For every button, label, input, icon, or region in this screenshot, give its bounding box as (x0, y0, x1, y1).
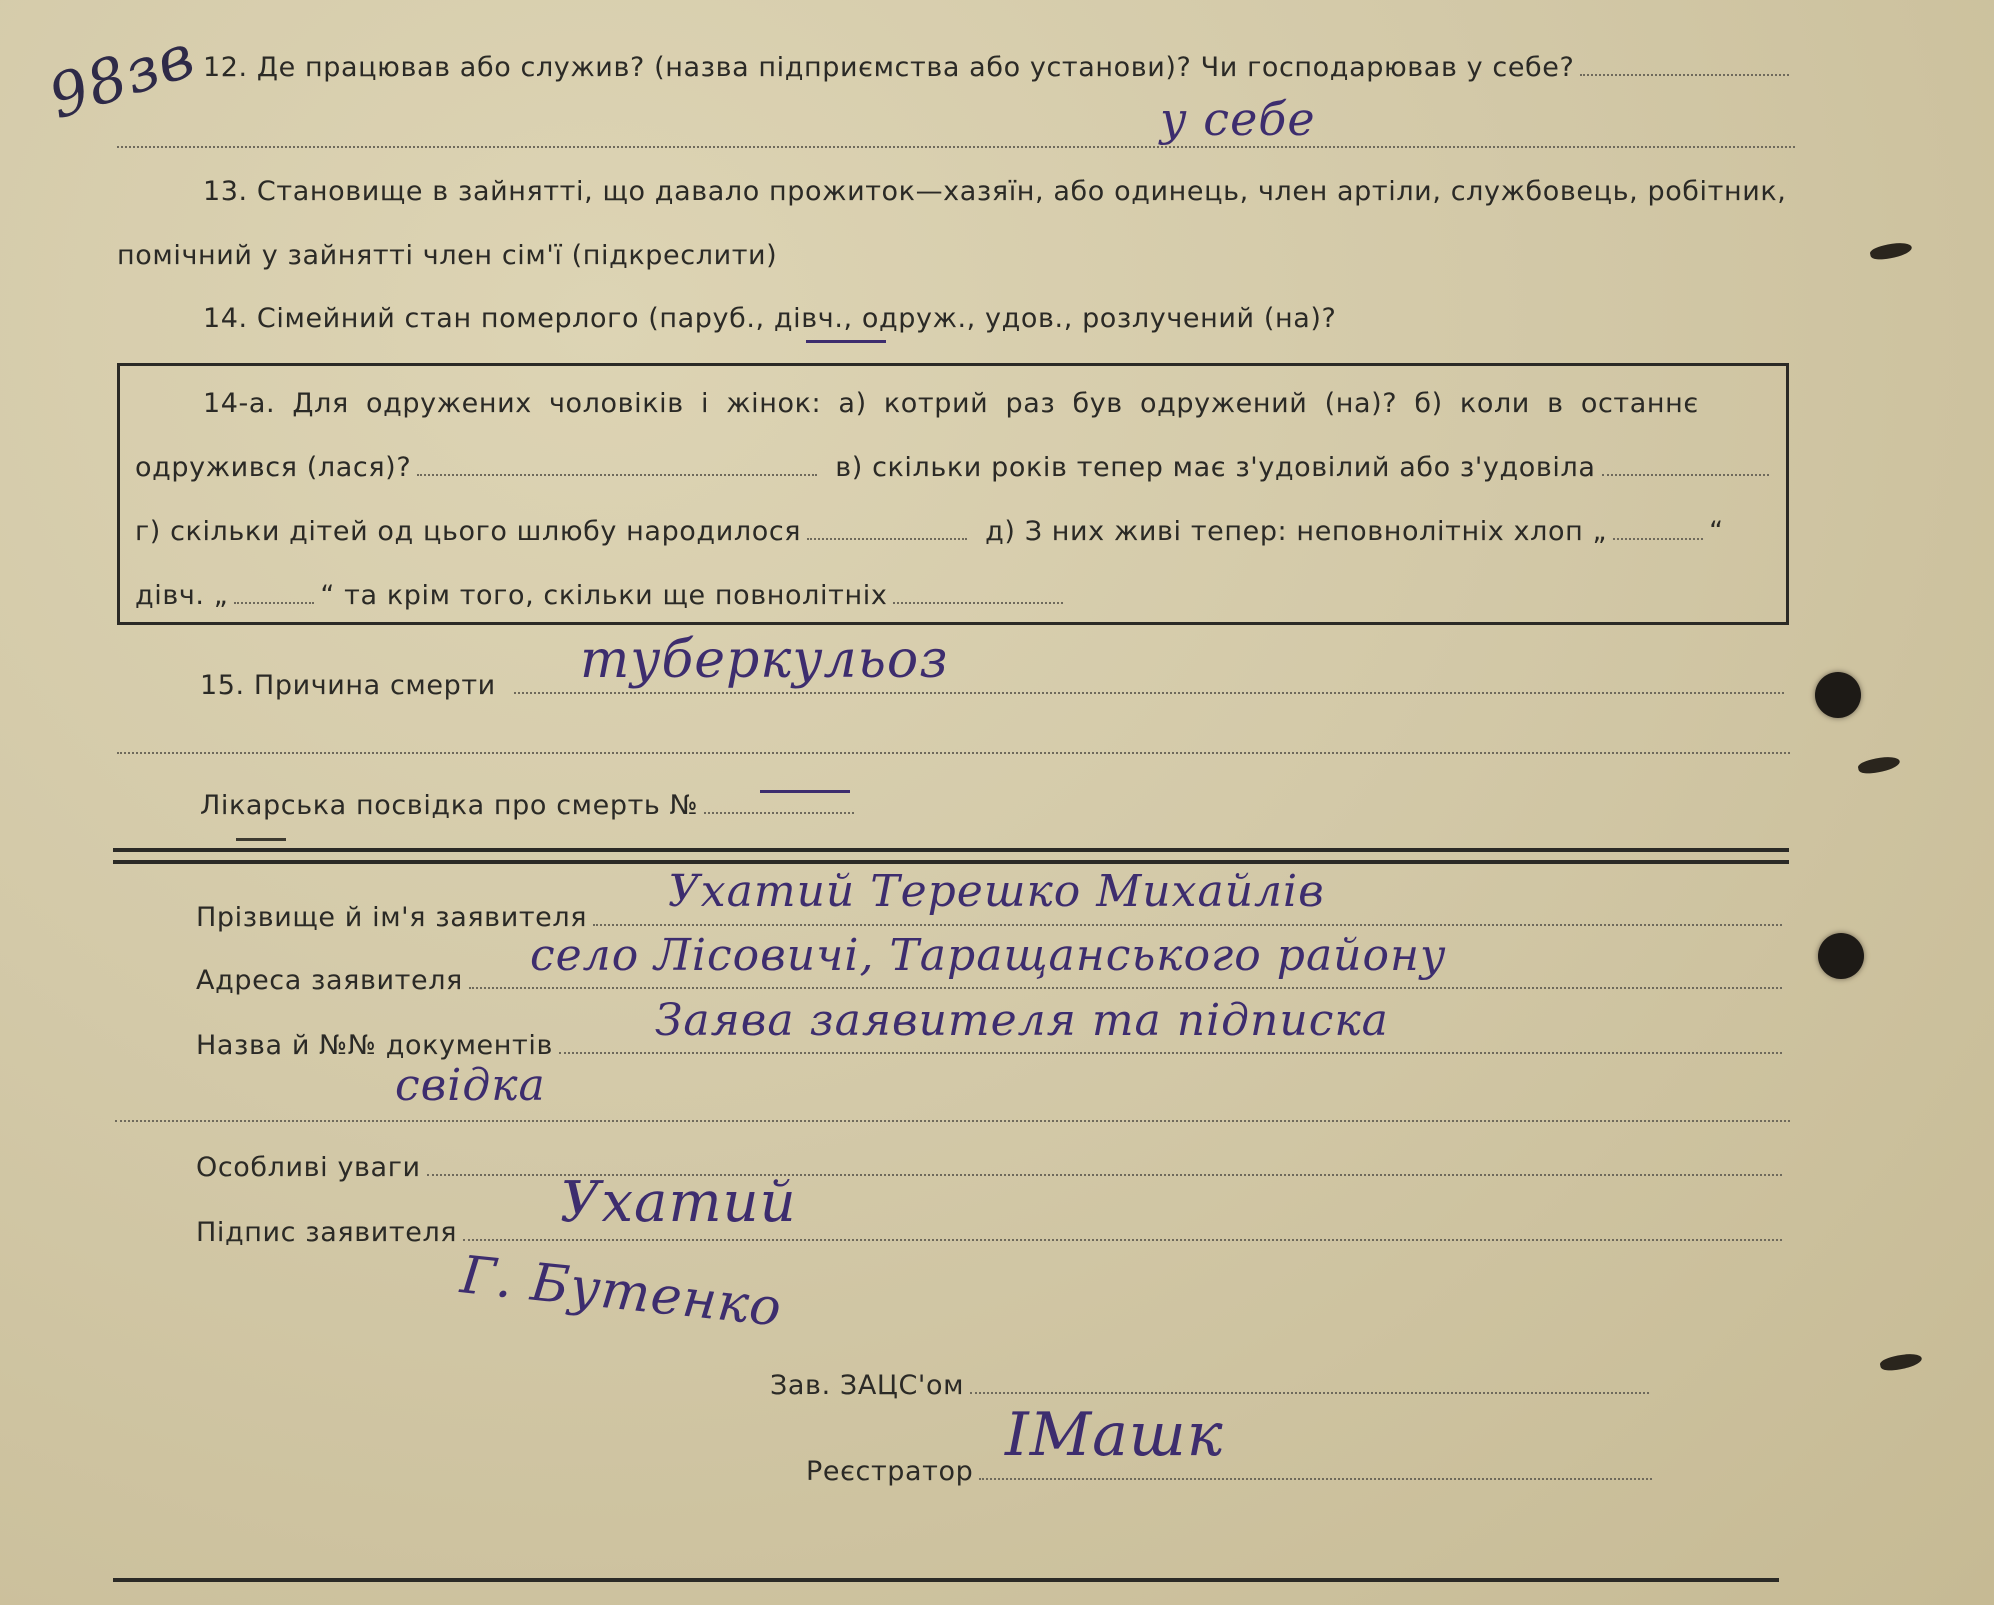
sign-label: Підпис заявителя (196, 1217, 458, 1248)
q14-label: 14. Сімейний стан померлого (паруб., дівч., одруж., удов., розлучений (на)? (203, 303, 1337, 334)
med-number-dots (704, 812, 854, 814)
q14a-row-1 (203, 388, 1775, 419)
q14a-line3a: г) скільки дітей од цього шлюбу народилося (135, 516, 802, 547)
applicant-name-label: Прізвище й ім'я заявителя (196, 902, 588, 933)
registrar-row (806, 1456, 1658, 1487)
q14-underline-divch (806, 340, 886, 343)
q14a-line4b: “ та крім того, скільки ще повнолітніх (320, 580, 888, 611)
zags-head-dots (970, 1392, 1649, 1394)
q15-row (200, 670, 1790, 701)
punch-hole-lower (1818, 933, 1864, 979)
punch-hole-upper (1815, 672, 1861, 718)
med-underline-mark (236, 838, 286, 841)
q14a-married-when-dots (417, 474, 817, 476)
applicant-address-dots (469, 987, 1782, 989)
q13-row-2 (117, 240, 777, 271)
archive-mark: 98зв (40, 20, 204, 134)
q13-line2: помічний у зайнятті член сім'ї (підкреслити) (117, 240, 778, 271)
q15-dots (514, 692, 1784, 694)
docs-dots (559, 1052, 1782, 1054)
q14a-girls-dots (234, 602, 314, 604)
q14a-line3c: “ (1709, 516, 1724, 547)
applicant-address-label: Адреса заявителя (196, 965, 463, 996)
q14-row (203, 303, 1336, 334)
q15-answer: туберкульоз (580, 630, 949, 690)
notes-label: Особливі уваги (196, 1152, 421, 1183)
registrar-label: Реєстратор (806, 1456, 974, 1487)
q14a-row-3 (135, 516, 1775, 547)
q14a-widowed-dots (1602, 474, 1770, 476)
med-number-dash (760, 790, 850, 793)
q14a-boys-dots (1613, 538, 1703, 540)
applicant-name-dots (593, 924, 1782, 926)
witness-signature: Г. Бутенко (457, 1245, 785, 1339)
q14a-line1: 14-а. Для одружених чоловіків і жінок: а) котрий раз був одружений (на)? б) коли в останнє (203, 388, 1699, 419)
q12-row (203, 52, 1795, 83)
section-divider-bottom (113, 860, 1789, 864)
q14a-row-2 (135, 452, 1775, 483)
applicant-address-value: село Лісовичі, Таращанського району (530, 930, 1447, 981)
docs-label: Назва й №№ документів (196, 1030, 553, 1061)
zags-head-label: Зав. ЗАЦС'ом (770, 1370, 965, 1401)
q14a-line2b: в) скільки років тепер має з'удовілий або з'удовіла (835, 452, 1596, 483)
q12-label: 12. Де працював або служив? (назва підприємства або установи)? Чи господарював у себе? (203, 52, 1575, 83)
edge-tear-2 (1857, 754, 1901, 776)
q13-line1: 13. Становище в зайнятті, що давало прожиток—хазяїн, або одинець, член артіли, службовець, робітник, (203, 176, 1787, 207)
section-divider-top (113, 848, 1789, 852)
q14a-line2a: одружився (лася)? (135, 452, 412, 483)
zags-head-row (770, 1370, 1655, 1401)
applicant-name-value: Ухатий Терешко Михайлів (668, 866, 1325, 917)
sign-dots (463, 1239, 1782, 1241)
q14a-row-4 (135, 580, 1069, 611)
q15-label: 15. Причина смерти (200, 670, 496, 701)
docs-value: Заява заявителя та підписка (655, 995, 1389, 1046)
sign-row (196, 1217, 1788, 1248)
q14a-adults-dots (893, 602, 1063, 604)
edge-tear-1 (1869, 240, 1913, 262)
registrar-dots (979, 1478, 1652, 1480)
med-row (200, 790, 860, 821)
q14a-line3b: д) З них живі тепер: неповнолітніх хлоп „ (985, 516, 1608, 547)
registrar-signature: ІМашк (1005, 1400, 1224, 1470)
q12-dots (1580, 74, 1789, 76)
applicant-signature: Ухатий (560, 1170, 797, 1235)
med-label: Лікарська посвідка про смерть № (200, 790, 699, 821)
q12-answer-line (117, 146, 1795, 148)
bottom-rule (113, 1578, 1779, 1582)
edge-tear-3 (1879, 1351, 1923, 1373)
docs-value-2: свідка (395, 1060, 546, 1111)
q12-answer: у себе (1160, 92, 1316, 146)
q14a-children-dots (807, 538, 967, 540)
docs-second-line (115, 1120, 1790, 1122)
q14a-line4a: дівч. „ (135, 580, 229, 611)
q13-row-1 (203, 176, 1786, 207)
q15-second-line (117, 752, 1790, 754)
notes-row (196, 1152, 1788, 1183)
